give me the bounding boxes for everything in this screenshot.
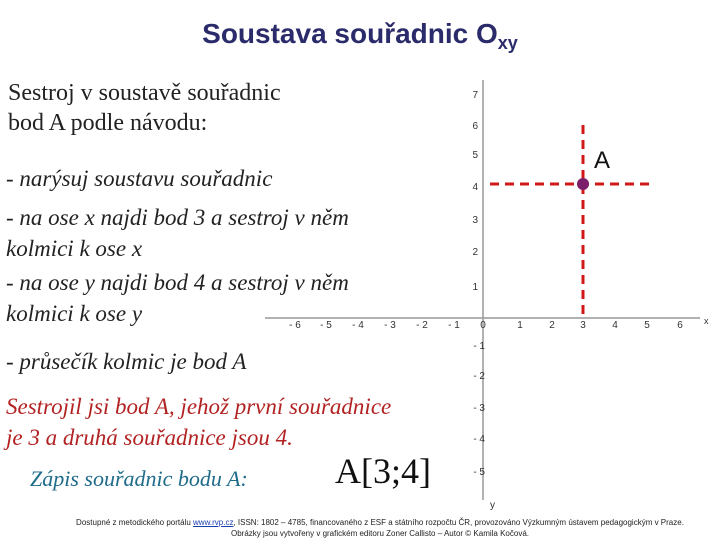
result-line-2: je 3 a druhá souřadnice jsou 4. <box>6 425 293 450</box>
notation-value: A[3;4] <box>335 451 431 491</box>
intro-line-2: bod A podle návodu: <box>8 110 208 136</box>
step-3: - na ose y najdi bod 4 a sestroj v něm <box>6 270 349 295</box>
footer-line-1 <box>40 517 720 528</box>
notation-label: Zápis souřadnic bodu A: <box>30 466 248 491</box>
x-tick-5: 5 <box>644 320 650 331</box>
x-tick-neg-3: - 3 <box>384 320 396 331</box>
y-tick-neg-4: - 4 <box>473 434 485 445</box>
y-tick-neg-2: - 2 <box>473 371 485 382</box>
step-2: - na ose x najdi bod 3 a sestroj v něm <box>6 205 349 230</box>
x-tick-neg-1: - 1 <box>448 320 460 331</box>
title-main: Soustava souřadnic O <box>202 18 498 49</box>
y-tick-3: 3 <box>472 215 478 226</box>
x-tick-neg-6: - 6 <box>289 320 301 331</box>
x-tick-4: 4 <box>612 320 618 331</box>
title-subscript: xy <box>497 33 518 53</box>
footer-link[interactable]: www.rvp.cz <box>193 518 234 527</box>
y-tick-1: 1 <box>472 282 478 293</box>
point-a-label: A <box>594 147 611 174</box>
y-tick-5: 5 <box>472 150 478 161</box>
step-intersection: - průsečík kolmic je bod A <box>6 349 247 374</box>
footer-text-a: Dostupné z metodického portálu <box>76 518 194 527</box>
y-tick-neg-5: - 5 <box>473 467 485 478</box>
y-axis-label: y <box>490 500 495 511</box>
point-a <box>577 178 589 190</box>
y-tick-neg-1: - 1 <box>473 341 485 352</box>
x-tick-1: 1 <box>517 320 523 331</box>
x-axis-label: x <box>704 316 709 326</box>
step-3-cont: kolmici k ose y <box>6 301 143 326</box>
y-tick-6: 6 <box>472 121 478 132</box>
y-top-label: 7 <box>472 90 478 101</box>
intro-line-1: Sestroj v soustavě souřadnic <box>8 80 281 106</box>
y-tick-4: 4 <box>472 182 478 193</box>
step-2-cont: kolmici k ose x <box>6 236 143 261</box>
footer <box>40 517 720 539</box>
x-tick-neg-5: - 5 <box>320 320 332 331</box>
x-tick-neg-4: - 4 <box>352 320 364 331</box>
x-tick-6: 6 <box>677 320 683 331</box>
x-tick-neg-2: - 2 <box>416 320 428 331</box>
origin-label: 0 <box>480 320 486 331</box>
footer-line-2: Obrázky jsou vytvořeny v grafickém editoru Zoner Callisto – Autor © Kamila Kočová. <box>230 529 529 538</box>
x-tick-2: 2 <box>549 320 555 331</box>
x-tick-3: 3 <box>580 320 586 331</box>
result-line-1: Sestrojil jsi bod A, jehož první souřadnice <box>6 394 392 419</box>
y-tick-neg-3: - 3 <box>473 403 485 414</box>
footer-text-b: , ISSN: 1802 – 4785, financovaného z ESF a státního rozpočtu ČR, provozováno Výzkumným ústavem pedagogickým v Praze. <box>233 518 684 527</box>
y-tick-2: 2 <box>472 247 478 258</box>
step-1: - narýsuj soustavu souřadnic <box>6 166 273 191</box>
